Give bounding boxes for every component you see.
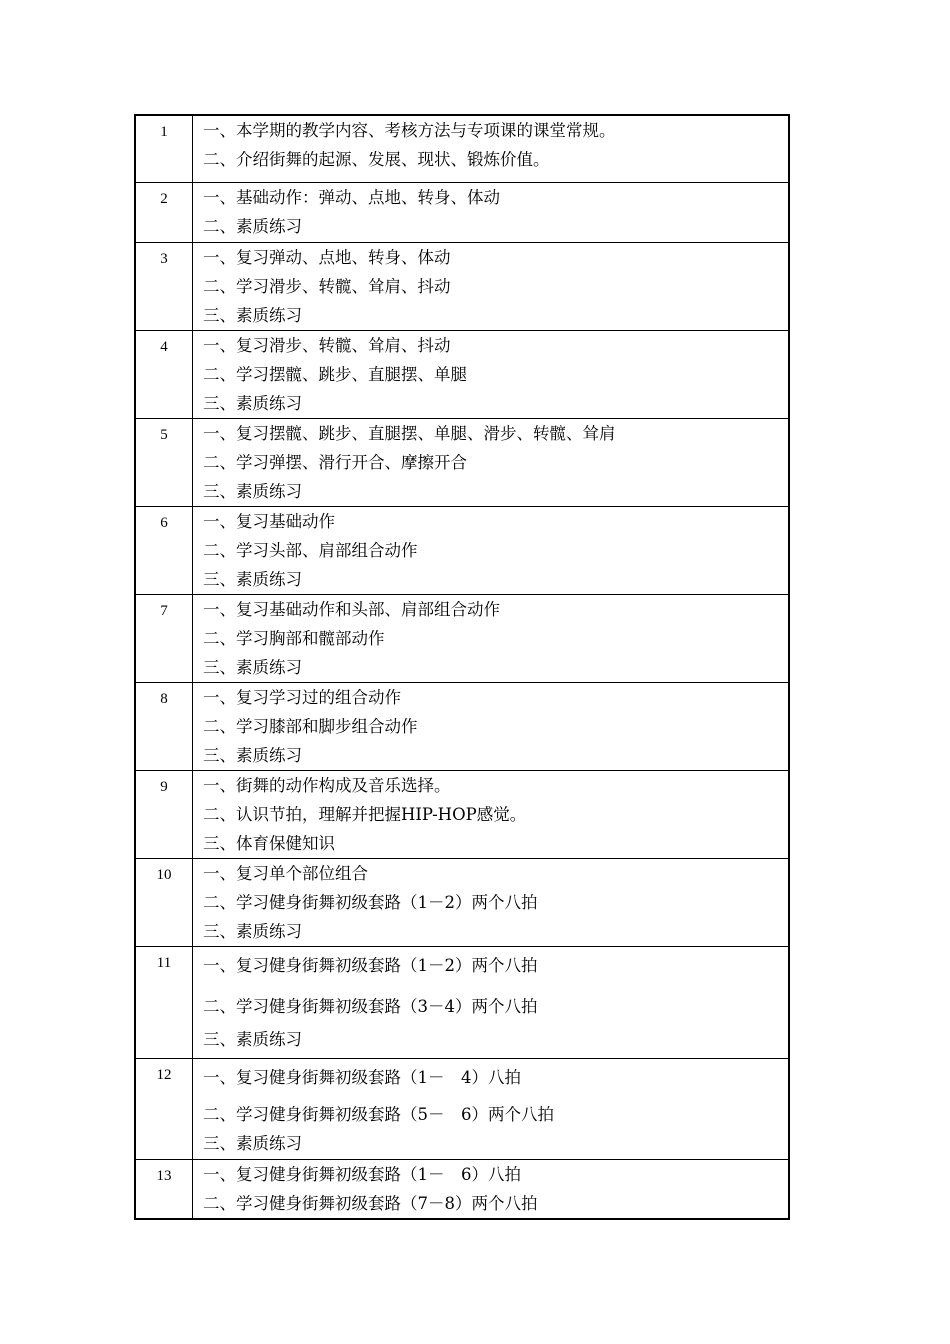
lesson-content bbox=[193, 330, 790, 418]
week-number: 12 bbox=[135, 1058, 193, 1159]
table-row bbox=[135, 770, 789, 858]
table-row bbox=[135, 858, 789, 946]
lesson-item: 二、学习健身街舞初级套路（5－ 6）两个八拍 bbox=[203, 1104, 554, 1124]
lesson-item: 一、复习单个部位组合 bbox=[203, 863, 368, 883]
week-number: 10 bbox=[135, 858, 193, 946]
table-row bbox=[135, 242, 789, 330]
lesson-item: 一、复习健身街舞初级套路（1－ 4）八拍 bbox=[203, 1067, 521, 1087]
lesson-item: 三、素质练习 bbox=[203, 1029, 302, 1049]
lesson-item: 二、学习健身街舞初级套路（3－4）两个八拍 bbox=[203, 996, 538, 1016]
week-number: 2 bbox=[135, 182, 193, 242]
lesson-item: 一、复习健身街舞初级套路（1－2）两个八拍 bbox=[203, 955, 538, 975]
lesson-item: 二、学习滑步、转髋、耸肩、抖动 bbox=[203, 276, 451, 296]
lesson-item: 二、学习头部、肩部组合动作 bbox=[203, 540, 418, 560]
lesson-item: 一、本学期的教学内容、考核方法与专项课的课堂常规。 bbox=[203, 121, 616, 140]
lesson-content bbox=[193, 1159, 790, 1219]
week-number: 4 bbox=[135, 330, 193, 418]
lesson-item: 一、复习基础动作和头部、肩部组合动作 bbox=[203, 599, 500, 619]
lesson-item: 一、复习摆髋、跳步、直腿摆、单腿、滑步、转髋、耸肩 bbox=[203, 423, 616, 443]
week-number: 9 bbox=[135, 770, 193, 858]
teaching-schedule-table bbox=[134, 114, 790, 1220]
lesson-item: 三、体育保健知识 bbox=[203, 833, 335, 853]
week-number: 1 bbox=[135, 115, 193, 182]
lesson-content bbox=[193, 115, 790, 182]
week-number: 5 bbox=[135, 418, 193, 506]
lesson-item: 一、复习学习过的组合动作 bbox=[203, 687, 401, 707]
lesson-content bbox=[193, 770, 790, 858]
table-row bbox=[135, 594, 789, 682]
lesson-content bbox=[193, 946, 790, 1058]
lesson-item: 三、素质练习 bbox=[203, 921, 302, 941]
lesson-item: 二、学习膝部和脚步组合动作 bbox=[203, 716, 418, 736]
table-row bbox=[135, 1159, 789, 1219]
lesson-item: 二、学习摆髋、跳步、直腿摆、单腿 bbox=[203, 364, 467, 384]
week-number: 11 bbox=[135, 946, 193, 1058]
table-row bbox=[135, 418, 789, 506]
week-number: 6 bbox=[135, 506, 193, 594]
week-number: 8 bbox=[135, 682, 193, 770]
lesson-item: 二、学习健身街舞初级套路（1－2）两个八拍 bbox=[203, 892, 538, 912]
lesson-item: 二、学习胸部和髋部动作 bbox=[203, 628, 385, 648]
week-number: 3 bbox=[135, 242, 193, 330]
table-row bbox=[135, 682, 789, 770]
lesson-item: 二、介绍街舞的起源、发展、现状、锻炼价值。 bbox=[203, 150, 550, 169]
lesson-item: 二、认识节拍，理解并把握HIP-HOP感觉。 bbox=[203, 804, 527, 824]
lesson-item: 三、素质练习 bbox=[203, 1133, 302, 1153]
table-row bbox=[135, 330, 789, 418]
table-row bbox=[135, 506, 789, 594]
lesson-content bbox=[193, 858, 790, 946]
lesson-content bbox=[193, 182, 790, 242]
schedule-body bbox=[135, 115, 789, 1219]
lesson-item: 一、复习基础动作 bbox=[203, 511, 335, 531]
table-row bbox=[135, 182, 789, 242]
lesson-item: 一、复习弹动、点地、转身、体动 bbox=[203, 247, 451, 267]
lesson-item: 三、素质练习 bbox=[203, 569, 302, 589]
lesson-content bbox=[193, 682, 790, 770]
lesson-item: 一、复习健身街舞初级套路（1－ 6）八拍 bbox=[203, 1164, 521, 1184]
lesson-item: 二、素质练习 bbox=[203, 216, 302, 236]
lesson-item: 三、素质练习 bbox=[203, 657, 302, 677]
lesson-item: 一、复习滑步、转髋、耸肩、抖动 bbox=[203, 335, 451, 355]
lesson-content bbox=[193, 594, 790, 682]
lesson-item: 二、学习弹摆、滑行开合、摩擦开合 bbox=[203, 452, 467, 472]
lesson-content bbox=[193, 506, 790, 594]
lesson-item: 三、素质练习 bbox=[203, 481, 302, 501]
lesson-item: 三、素质练习 bbox=[203, 745, 302, 765]
lesson-content bbox=[193, 1058, 790, 1159]
lesson-content bbox=[193, 418, 790, 506]
lesson-item: 一、基础动作：弹动、点地、转身、体动 bbox=[203, 187, 500, 207]
table-row bbox=[135, 946, 789, 1058]
lesson-item: 二、学习健身街舞初级套路（7－8）两个八拍 bbox=[203, 1193, 538, 1213]
lesson-item: 一、街舞的动作构成及音乐选择。 bbox=[203, 775, 451, 795]
table-row bbox=[135, 115, 789, 182]
lesson-item: 三、素质练习 bbox=[203, 393, 302, 413]
week-number: 13 bbox=[135, 1159, 193, 1219]
lesson-item: 三、素质练习 bbox=[203, 305, 302, 325]
table-row bbox=[135, 1058, 789, 1159]
week-number: 7 bbox=[135, 594, 193, 682]
lesson-content bbox=[193, 242, 790, 330]
